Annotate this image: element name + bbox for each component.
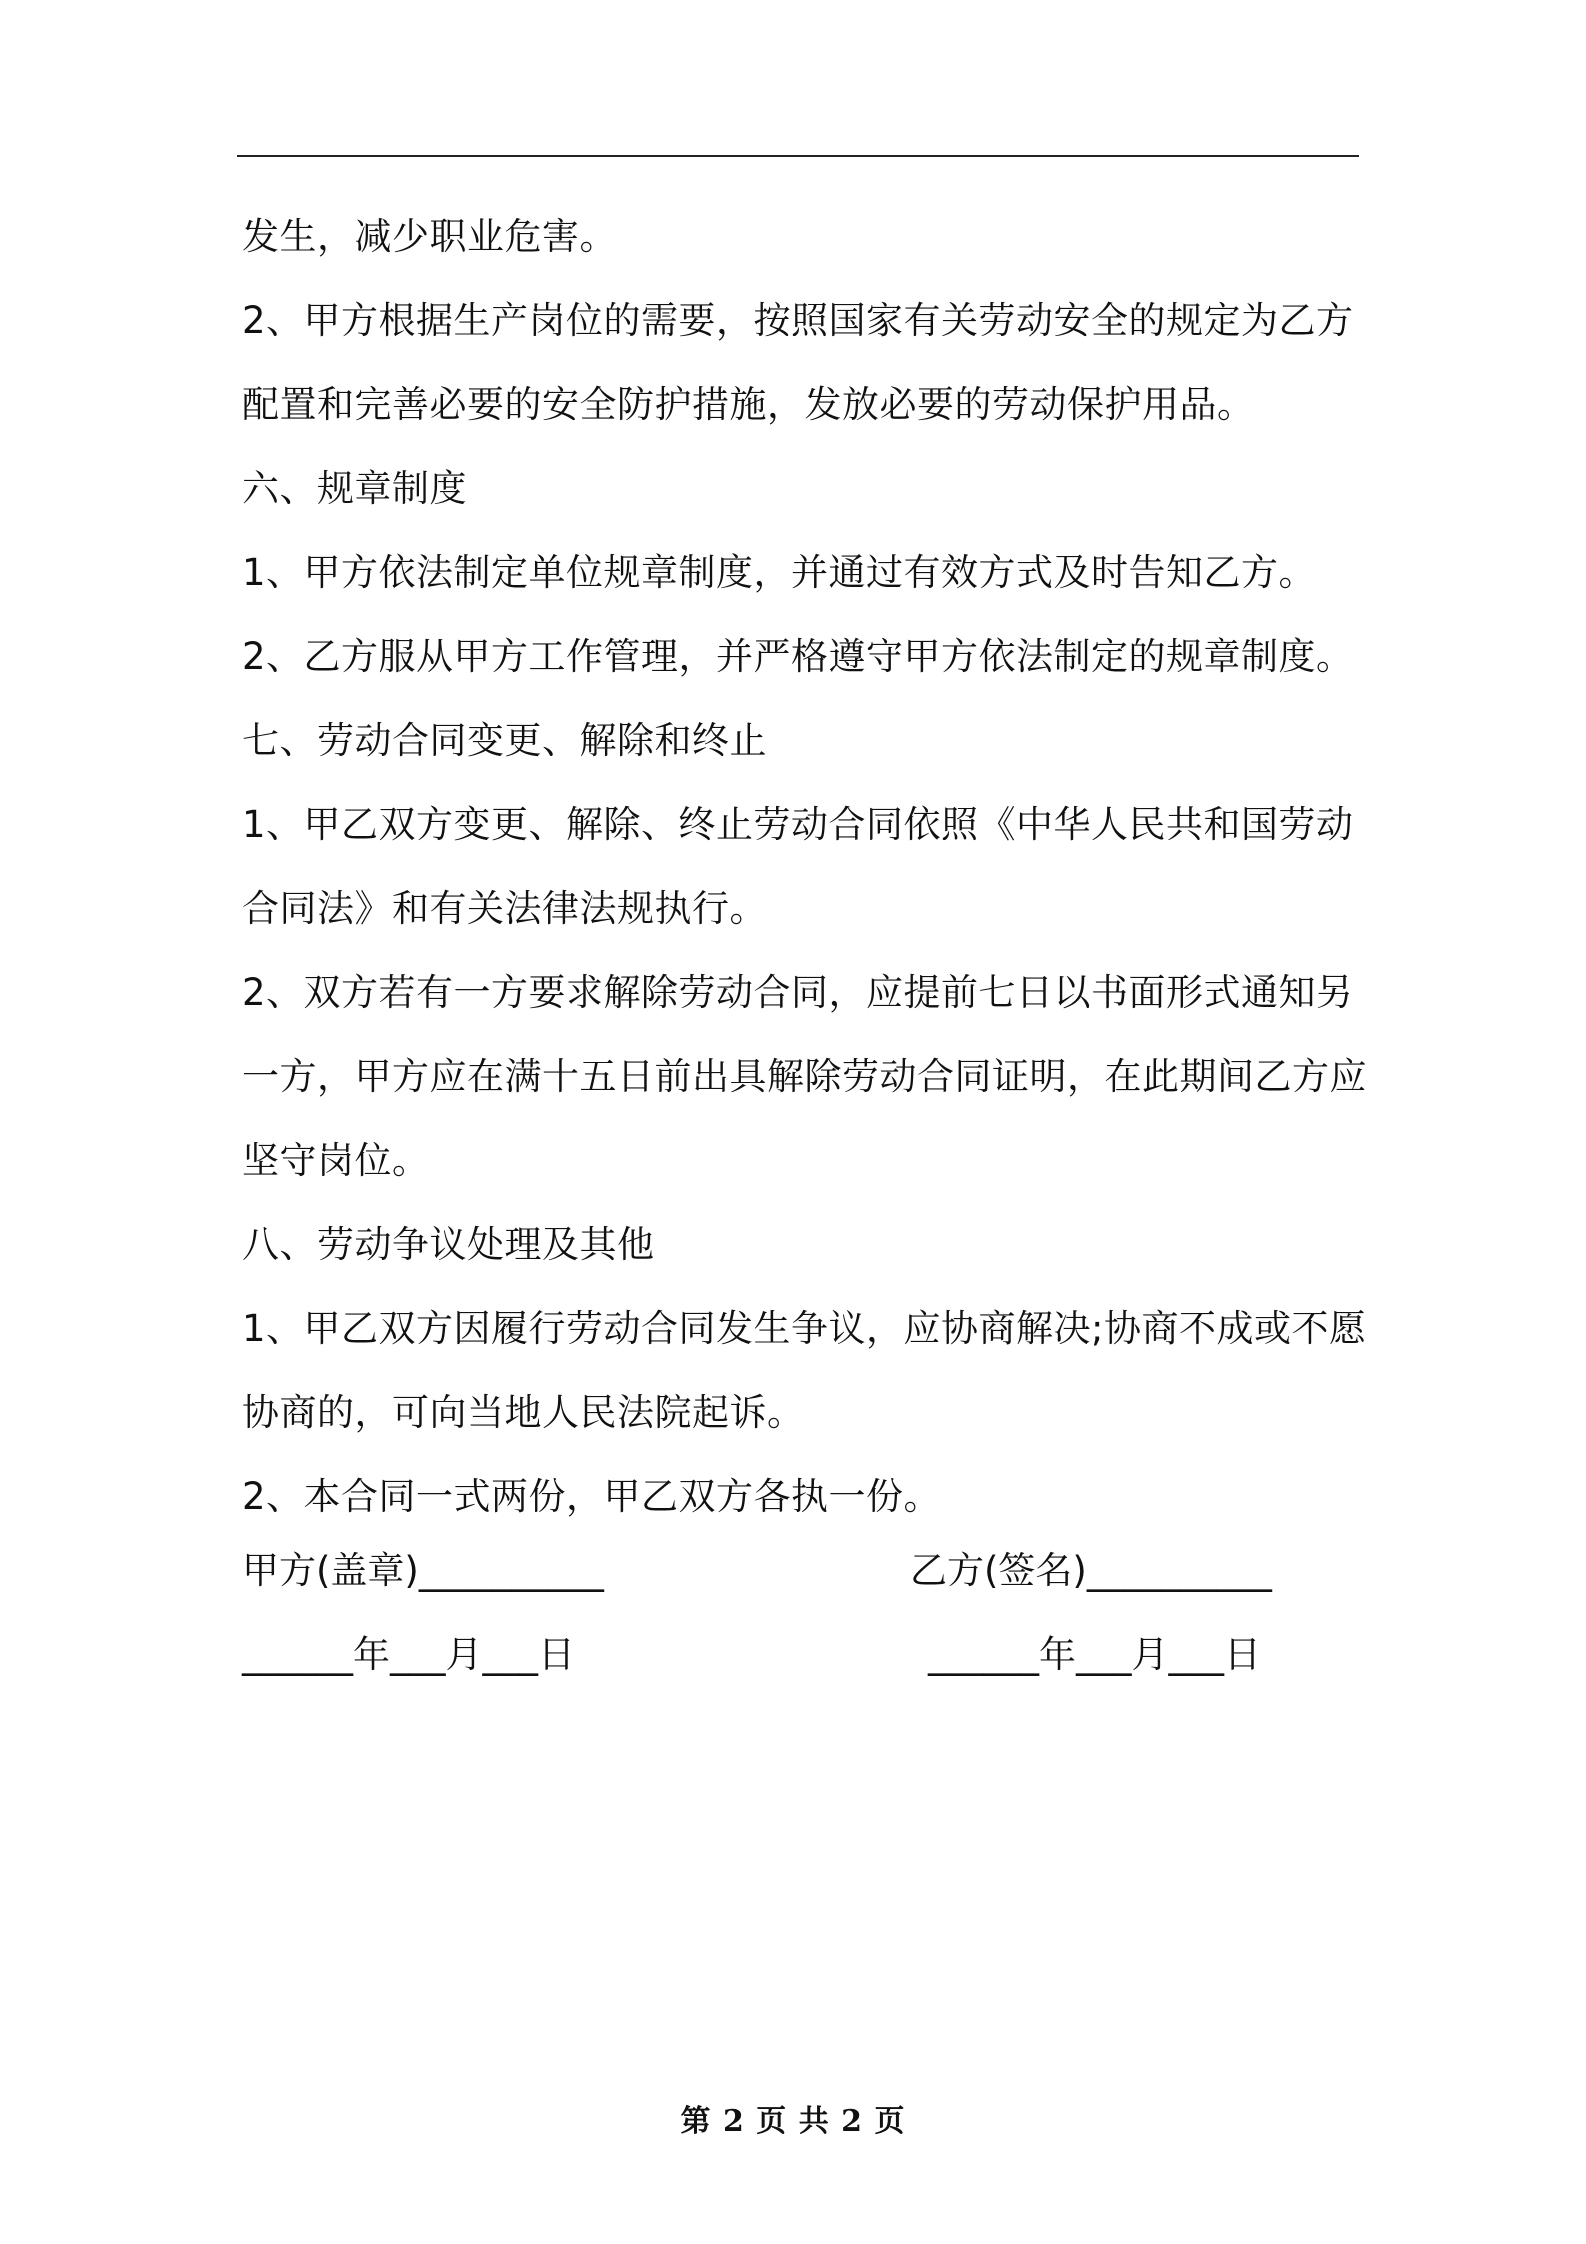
text-line: 2、双方若有一方要求解除劳动合同，应提前七日以书面形式通知另 bbox=[242, 971, 1354, 1014]
text-line: 1、甲方依法制定单位规章制度，并通过有效方式及时告知乙方。 bbox=[242, 551, 1317, 594]
text-line: 1、甲乙双方变更、解除、终止劳动合同依照《中华人民共和国劳动 bbox=[242, 803, 1354, 846]
text-line: 一方，甲方应在满十五日前出具解除劳动合同证明，在此期间乙方应 bbox=[242, 1055, 1367, 1098]
contract-body bbox=[242, 195, 1367, 1539]
party-a-date-line: ______年___月___日 bbox=[242, 1633, 575, 1676]
party-a-seal-line: 甲方(盖章)__________ bbox=[242, 1549, 604, 1592]
header-rule bbox=[237, 155, 1359, 157]
page-number: 第 2 页 共 2 页 bbox=[680, 2104, 906, 2139]
section-heading: 七、劳动合同变更、解除和终止 bbox=[242, 719, 767, 762]
signature-party-row bbox=[242, 1540, 1362, 1600]
text-line: 发生，减少职业危害。 bbox=[242, 215, 617, 258]
text-line: 2、甲方根据生产岗位的需要，按照国家有关劳动安全的规定为乙方 bbox=[242, 299, 1354, 342]
section-heading: 六、规章制度 bbox=[242, 467, 467, 510]
text-line: 2、乙方服从甲方工作管理，并严格遵守甲方依法制定的规章制度。 bbox=[242, 635, 1354, 678]
text-line: 合同法》和有关法律法规执行。 bbox=[242, 887, 767, 930]
text-line: 2、本合同一式两份，甲乙双方各执一份。 bbox=[242, 1475, 942, 1518]
section-heading: 八、劳动争议处理及其他 bbox=[242, 1223, 655, 1266]
signature-date-row bbox=[242, 1624, 1362, 1684]
text-line: 1、甲乙双方因履行劳动合同发生争议，应协商解决;协商不成或不愿 bbox=[242, 1307, 1367, 1350]
party-b-signature-line: 乙方(签名)__________ bbox=[910, 1549, 1272, 1592]
text-line: 坚守岗位。 bbox=[242, 1139, 430, 1182]
text-line: 配置和完善必要的安全防护措施，发放必要的劳动保护用品。 bbox=[242, 383, 1255, 426]
text-line: 协商的，可向当地人民法院起诉。 bbox=[242, 1391, 805, 1434]
party-b-date-line: ______年___月___日 bbox=[928, 1633, 1261, 1676]
